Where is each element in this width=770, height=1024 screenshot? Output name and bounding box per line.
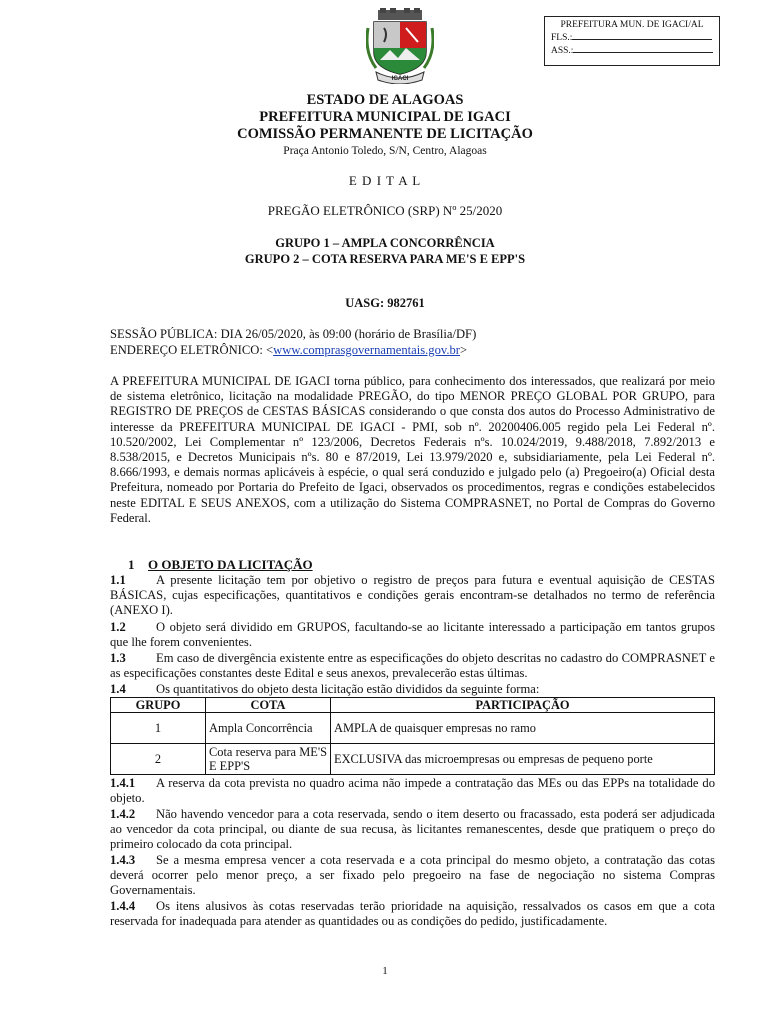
section-1-title: O OBJETO DA LICITAÇÃO <box>148 557 313 572</box>
crest-banner: IGACI <box>391 76 409 82</box>
groups-table <box>110 697 715 775</box>
clause-1-2: 1.2 O objeto será dividido em GRUPOS, facultando-se ao licitante interessado a participação em tantos grupos que lhe forem convenientes. <box>110 620 715 650</box>
grupo-1-title: GRUPO 1 – AMPLA CONCORRÊNCIA <box>275 236 495 250</box>
table-row <box>111 713 715 744</box>
intro-paragraph: A PREFEITURA MUNICIPAL DE IGACI torna público, para conhecimento dos interessados, que realizará por meio de sistema eletrônico, licitação na modalidade PREGÃO, do tipo MENOR PREÇO GLOBAL POR GRUPO, para REGISTRO DE PREÇOS de CESTAS BÁSICAS considerando o que consta dos autos do Processo Administrativo de interesse da PREFEITURA MUNICIPAL DE IGACI - PMI, sob nº. 20200406.005 regido pela Lei Federal nº. 10.520/2002, Lei Complementar nº 123/2006, Decretos Federais nºs. 10.024/2019, 9.488/2018, 7.892/2013 e 8.538/2015, e Decretos Municipais nºs. 80 e 87/2019, Lei 13.979/2020 e, subsidiariamente, pela Lei Federal nº. 8.666/1993, e demais normas aplicáveis à espécie, o qual será conduzido e julgado pelo (a) Pregoeiro(a) Oficial desta Prefeitura, nomeado por Portaria do Prefeito de Igaci, observados os procedimentos, regras e condições estabelecidos neste EDITAL E SEUS ANEXOS, com a utilização do Sistema COMPRASNET, no Portal de Compras do Governo Federal. <box>110 374 715 525</box>
uasg-title: UASG: 982761 <box>345 296 425 310</box>
table-cell-cota: Ampla Concorrência <box>206 713 331 744</box>
table-header-participacao: PARTICIPAÇÃO <box>331 698 715 713</box>
municipal-coat-of-arms-icon <box>366 8 434 84</box>
section-1-number: 1 <box>128 557 135 572</box>
stamp-ass-label: ASS.: <box>551 46 574 56</box>
clause-1-4-3: 1.4.3 Se a mesma empresa vencer a cota reservada e a cota principal do mesmo objeto, a contratação das cotas deverá ocorrer pelo menor preço, a ser fixado pelo pregoeiro na fase de negociação no sistema Compras Governamentais. <box>110 853 715 898</box>
clause-1-4-4: 1.4.4 Os itens alusivos às cotas reservadas terão prioridade na aquisição, ressalvados os casos em que a cota reservada for inadequada para atender as quantidades ou as condições do pedido, justificadamente. <box>110 899 715 929</box>
endereco-eletronico <box>110 343 715 358</box>
table-cell-grupo: 2 <box>111 744 206 775</box>
sessao-publica: SESSÃO PÚBLICA: DIA 26/05/2020, às 09:00 (horário de Brasília/DF) <box>110 327 477 341</box>
clause-1-4: 1.4 Os quantitativos do objeto desta licitação estão divididos da seguinte forma: <box>110 682 540 696</box>
endereco-end: > <box>460 343 468 357</box>
table-header-grupo: GRUPO <box>111 698 206 713</box>
endereco-label: ENDEREÇO ELETRÔNICO: < <box>110 343 274 357</box>
clause-1-4-2: 1.4.2 Não havendo vencedor para a cota reservada, sendo o item deserto ou fracassado, esta poderá ser adjudicada ao vencedor da cota principal, ou diante de sua recusa, às licitantes remanescentes, desde que pratiquem o preço do primeiro colocado da cota principal. <box>110 807 715 852</box>
stamp-ass-line <box>551 44 713 57</box>
header-prefeitura: PREFEITURA MUNICIPAL DE IGACI <box>259 109 511 125</box>
clause-1-3: 1.3 Em caso de divergência existente entre as especificações do objeto descritas no cadastro do COMPRASNET e as especificações constantes deste Edital e seus anexos, prevalecerão estas últimas. <box>110 651 715 681</box>
clause-1-1: 1.1 A presente licitação tem por objetivo o registro de preços para futura e eventual aquisição de CESTAS BÁSICAS, cujas especificações, quantitativos e condições gerais encontram-se detalhados no termo de referência (ANEXO I). <box>110 573 715 618</box>
table-cell-participacao: AMPLA de quaisquer empresas no ramo <box>331 713 715 744</box>
edital-title: E D I T A L <box>348 173 422 188</box>
stamp-fls-label: FLS.: <box>551 33 573 43</box>
table-cell-participacao: EXCLUSIVA das microempresas ou empresas de pequeno porte <box>331 744 715 775</box>
page-number: 1 <box>382 965 388 977</box>
header-state: ESTADO DE ALAGOAS <box>306 92 464 108</box>
compras-link[interactable]: www.comprasgovernamentais.gov.br <box>273 343 460 357</box>
pregao-title: PREGÃO ELETRÔNICO (SRP) Nº 25/2020 <box>267 203 503 218</box>
table-cell-cota: Cota reserva para ME'S E EPP'S <box>206 744 331 775</box>
stamp-fls-line <box>551 31 713 44</box>
header-address: Praça Antonio Toledo, S/N, Centro, Alagoas <box>283 145 487 157</box>
clause-1-4-1: 1.4.1 A reserva da cota prevista no quadro acima não impede a contratação das MEs ou das EPPs na totalidade do objeto. <box>110 776 715 806</box>
table-header-cota: COTA <box>206 698 331 713</box>
protocol-stamp-box <box>544 16 720 66</box>
stamp-title: PREFEITURA MUN. DE IGACI/AL <box>560 20 704 30</box>
grupo-2-title: GRUPO 2 – COTA RESERVA PARA ME'S E EPP'S <box>244 252 526 266</box>
header-commission: COMISSÃO PERMANENTE DE LICITAÇÃO <box>237 126 533 142</box>
table-cell-grupo: 1 <box>111 713 206 744</box>
section-1-heading <box>128 557 313 573</box>
table-row <box>111 744 715 775</box>
table-header-row <box>111 698 715 713</box>
